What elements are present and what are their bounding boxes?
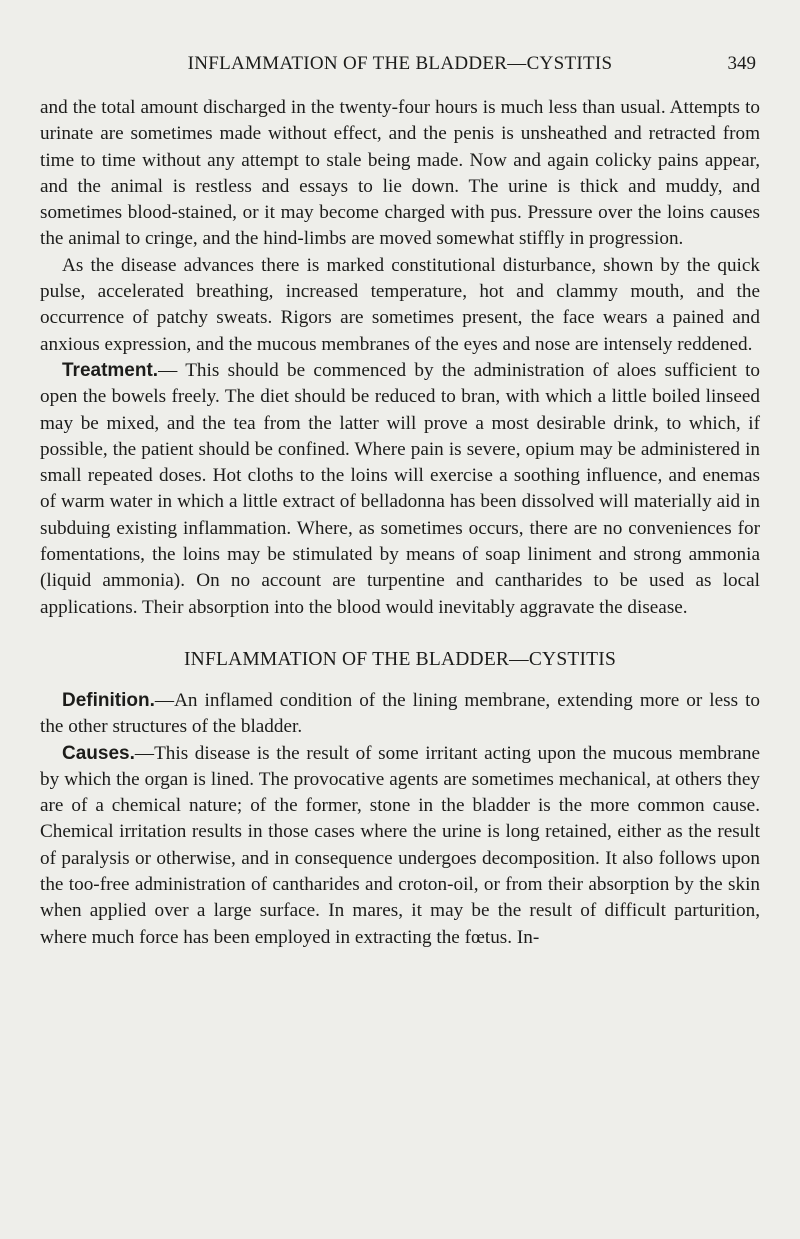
- treatment-label: Treatment.: [62, 359, 159, 381]
- paragraph-advanced-disease: As the disease advances there is marked constitutional disturbance, shown by the quick pulse, accelerated breathing, increased temperature, hot and clammy mouth, and the occurrence of patchy sweats. Rigors are sometimes present, the face wears a pained and anxious expression, and the mucous membranes of the eyes and nose are intensely reddened.: [40, 254, 760, 355]
- definition-label: Definition.: [62, 689, 155, 711]
- causes-text: —This disease is the result of some irritant acting upon the mucous membrane by which the organ is lined. The provocative agents are sometimes mechanical, at others they are of a chemical nature; of the former, stone in the bladder is the more common cause. Chemical irritation results in those cases where the urine is long retained, either as the result of paralysis or otherwise, and in consequence undergoes decomposition. It also follows upon the too-free administration of cantharides and croton-oil, or from their absorption by the skin when applied over a large surface. In mares, it may be the result of difficult parturition, where much force has been employed in extracting the fœtus. In-: [40, 742, 760, 948]
- paragraph-symptoms-continued: and the total amount discharged in the twenty-four hours is much less than usual. Attempts to urinate are sometimes made without effect, and the penis is unsheathed and retracted from time to time without any attempt to stale being made. Now and again colicky pains appear, and the animal is restless and essays to lie down. The urine is thick and muddy, and sometimes blood-stained, or it may become charged with pus. Pressure over the loins causes the animal to cringe, and the hind-limbs are moved somewhat stiffly in progression.: [40, 97, 760, 250]
- paragraph-treatment: [40, 358, 760, 621]
- definition-text: —An inflamed condition of the lining membrane, extending more or less to the other structures of the bladder.: [40, 689, 760, 738]
- page-number: 349: [727, 53, 756, 74]
- body-text: [40, 95, 760, 951]
- running-title: INFLAMMATION OF THE BLADDER—CYSTITIS: [187, 53, 613, 74]
- treatment-text: — This should be commenced by the administration of aloes sufficient to open the bowels freely. The diet should be reduced to bran, with which a little boiled linseed may be mixed, and the tea from the latter will prove a most desirable drink, to which, if possible, the patient should be confined. Where pain is severe, opium may be administered in small repeated doses. Hot cloths to the loins will exercise a soothing influence, and enemas of warm water in which a little extract of belladonna has been dissolved will materially aid in subduing existing inflammation. Where, as sometimes occurs, there are no conveniences for fomentations, the loins may be stimulated by means of soap liniment and strong ammonia (liquid ammonia). On no account are turpentine and cantharides to be used as local applications. Their absorption into the blood would inevitably aggravate the disease.: [40, 359, 760, 618]
- running-head: [40, 52, 760, 76]
- section-heading: INFLAMMATION OF THE BLADDER—CYSTITIS: [183, 648, 617, 670]
- paragraph-causes: [40, 741, 760, 951]
- causes-label: Causes.: [62, 742, 135, 764]
- book-page: [40, 0, 760, 1239]
- paragraph-definition: [40, 688, 760, 741]
